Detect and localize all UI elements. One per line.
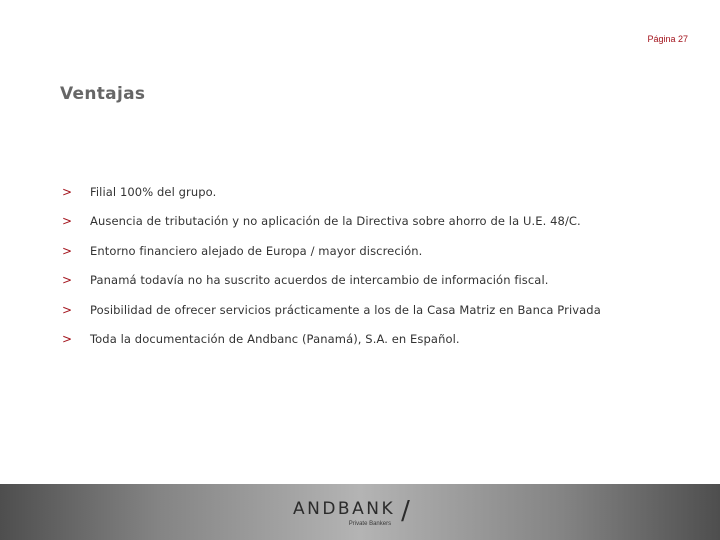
bullet-item <box>62 332 601 361</box>
bullet-marker: > <box>62 243 73 258</box>
bullet-text: Toda la documentación de Andbanc (Panamá), S.A. en Español. <box>90 331 460 346</box>
bullet-item <box>62 244 601 273</box>
bullet-marker: > <box>62 185 73 199</box>
bullet-text: Ausencia de tributación y no aplicación de la Directiva sobre ahorro de la U.E. 48/C. <box>90 214 581 229</box>
logo-tagline: Private Bankers <box>348 521 392 527</box>
bullet-text: Panamá todavía no ha suscrito acuerdos de intercambio de información fiscal. <box>90 273 549 288</box>
bullet-marker: > <box>62 273 73 288</box>
bullet-item <box>62 185 601 214</box>
logo-slash: / <box>401 496 410 526</box>
bullet-marker: > <box>62 214 73 229</box>
bullet-text: Filial 100% del grupo. <box>90 185 217 199</box>
bullet-marker: > <box>62 302 73 317</box>
bullet-item <box>62 273 601 302</box>
footer-bar <box>0 484 720 540</box>
slide-title: Ventajas <box>60 84 146 104</box>
bullet-item <box>62 303 601 332</box>
page-number: Página 27 <box>647 34 688 44</box>
bullet-text: Posibilidad de ofrecer servicios prácticamente a los de la Casa Matriz en Banca Privada <box>90 302 601 317</box>
andbank-logo <box>293 496 410 527</box>
bullet-item <box>62 214 601 243</box>
bullet-text: Entorno financiero alejado de Europa / mayor discreción. <box>90 243 423 258</box>
logo-name: ANDBANK <box>293 499 396 519</box>
bullet-list <box>62 185 601 361</box>
logo-wordmark <box>293 500 395 527</box>
bullet-marker: > <box>62 331 73 346</box>
